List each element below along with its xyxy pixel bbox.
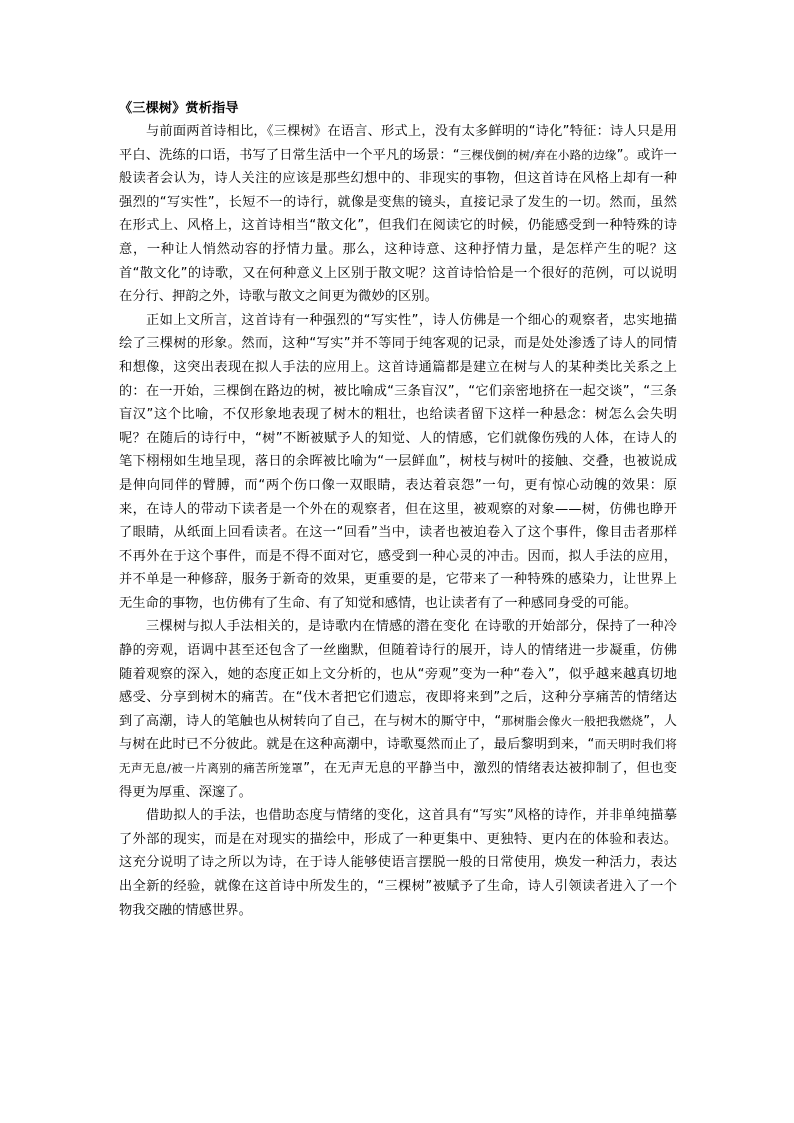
paragraph-text: 正如上文所言，这首诗有一种强烈的“写实性”，诗人仿佛是一个细心的观察者，忠实地描绘了三棵树的形象。然而，这种“写实”并不等同于纯客观的记录，而是处处渗透了诗人的同情和想像，这突出表现在拟人手法的应用上。这首诗通篇都是建立在树与人的某种类比关系之上的：在一开始，三棵倒在路边的树，被比喻成“三条盲汉”，“它们亲密地挤在一起交谈”，“三条盲汉”这个比喻，不仅形象地表现了树木的粗壮，也给读者留下这样一种悬念：树怎么会失明呢？在随后的诗行中，“树”不断被赋予人的知觉、人的情感，它们就像伤残的人体，在诗人的笔下栩栩如生地呈现，落日的余晖被比喻为“一层鲜血”，树枝与树叶的接触、交叠，也被说成是伸向同伴的臂膊，而“两个伤口像一双眼睛，表达着哀怨”一句，更有惊心动魄的效果：原来，在诗人的带动下读者是一个外在的观察者，但在这里，被观察的对象——树，仿佛也睁开了眼睛，从纸面上回看读者。在这一“回看”当中，读者也被迫卷入了这个事件，像目击者那样不再外在于这个事件，而是不得不面对它，感受到一种心灵的冲击。因而，拟人手法的应用，并不单是一种修辞，服务于新奇的效果，更重要的是，它带来了一种特殊的感染力，让世界上无生命的事物，也仿佛有了生命、有了知觉和感情，也让读者有了一种感同身受的可能。 bbox=[119, 312, 677, 611]
paragraph-2 bbox=[119, 309, 677, 616]
paragraph-3 bbox=[119, 615, 677, 804]
paragraph-1 bbox=[119, 120, 677, 309]
paragraph-text: ”，在无声无息的平静当中，激烈的情绪表达被抑制了，但也变得更为厚重、深邃了。 bbox=[119, 761, 677, 800]
paragraph-text: 借助拟人的手法，也借助态度与情绪的变化，这首具有“写实”风格的诗作，并非单纯描摹了外部的现实，而是在对现实的描绘中，形成了一种更集中、更独特、更内在的体验和表达。这充分说明了诗之所以为诗，在于诗人能够使语言摆脱一般的日常使用，焕发一种活力，表达出全新的经验，就像在这首诗中所发生的，“三棵树”被赋予了生命，诗人引领读者进入了一个物我交融的情感世界。 bbox=[119, 808, 677, 918]
paragraph-text: 与前面两首诗相比，《三棵树》在语言、形式上，没有太多鲜明的“诗化”特征：诗人只是用平白、洗练的口语，书写了日常生活中一个平凡的场景：“ bbox=[119, 124, 677, 163]
document-page bbox=[119, 98, 677, 922]
poem-quote: 而天明时我们将无声无息/被一片离别的痛苦所笼罩 bbox=[119, 737, 678, 776]
paragraph-text: 三棵树与拟人手法相关的，是诗歌内在情感的潜在变化 在诗歌的开始部分，保持了一种冷静的旁观，语调中甚至还包含了一丝幽默，但随着诗行的展开，诗人的情绪进一步凝重，仿佛随着观察的深入，她的态度正如上文分析的，也从“旁观”变为一种“卷入”，似乎越来越真切地感受、分享到树木的痛苦。在“伐木者把它们遗忘，夜即将来到”之后，这种分享痛苦的情绪达到了高潮，诗人的笔触也从树转向了自己，在与树木的厮守中，“ bbox=[119, 619, 677, 729]
document-title: 《三棵树》赏析指导 bbox=[119, 101, 239, 116]
paragraph-text: ”，人与树在此时已不分彼此。就是在这种高潮中，诗歌戛然而止了，最后黎明到来，“ bbox=[119, 713, 677, 753]
paragraph-text: ”。或许一般读者会认为，诗人关注的应该是那些幻想中的、非现实的事物，但这首诗在风格上却有一种强烈的“写实性”，长短不一的诗行，就像是变焦的镜头，直接记录了发生的一切。然而，虽然在形式上、风格上，这首诗相当“散文化”，但我们在阅读它的时候，仍能感受到一种特殊的诗意，一种让人悄然动容的抒情力量。那么，这种诗意、这种抒情力量，是怎样产生的呢？这首“散文化”的诗歌，又在何种意义上区别于散文呢？这首诗恰恰是一个很好的范例，可以说明在分行、押韵之外，诗歌与散文之间更为微妙的区别。 bbox=[119, 147, 677, 305]
poem-quote: 那树脂会像火一般把我燃烧 bbox=[501, 713, 644, 728]
poem-quote: 三棵伐倒的树/弃在小路的边缘 bbox=[459, 147, 617, 162]
paragraph-4 bbox=[119, 804, 677, 922]
